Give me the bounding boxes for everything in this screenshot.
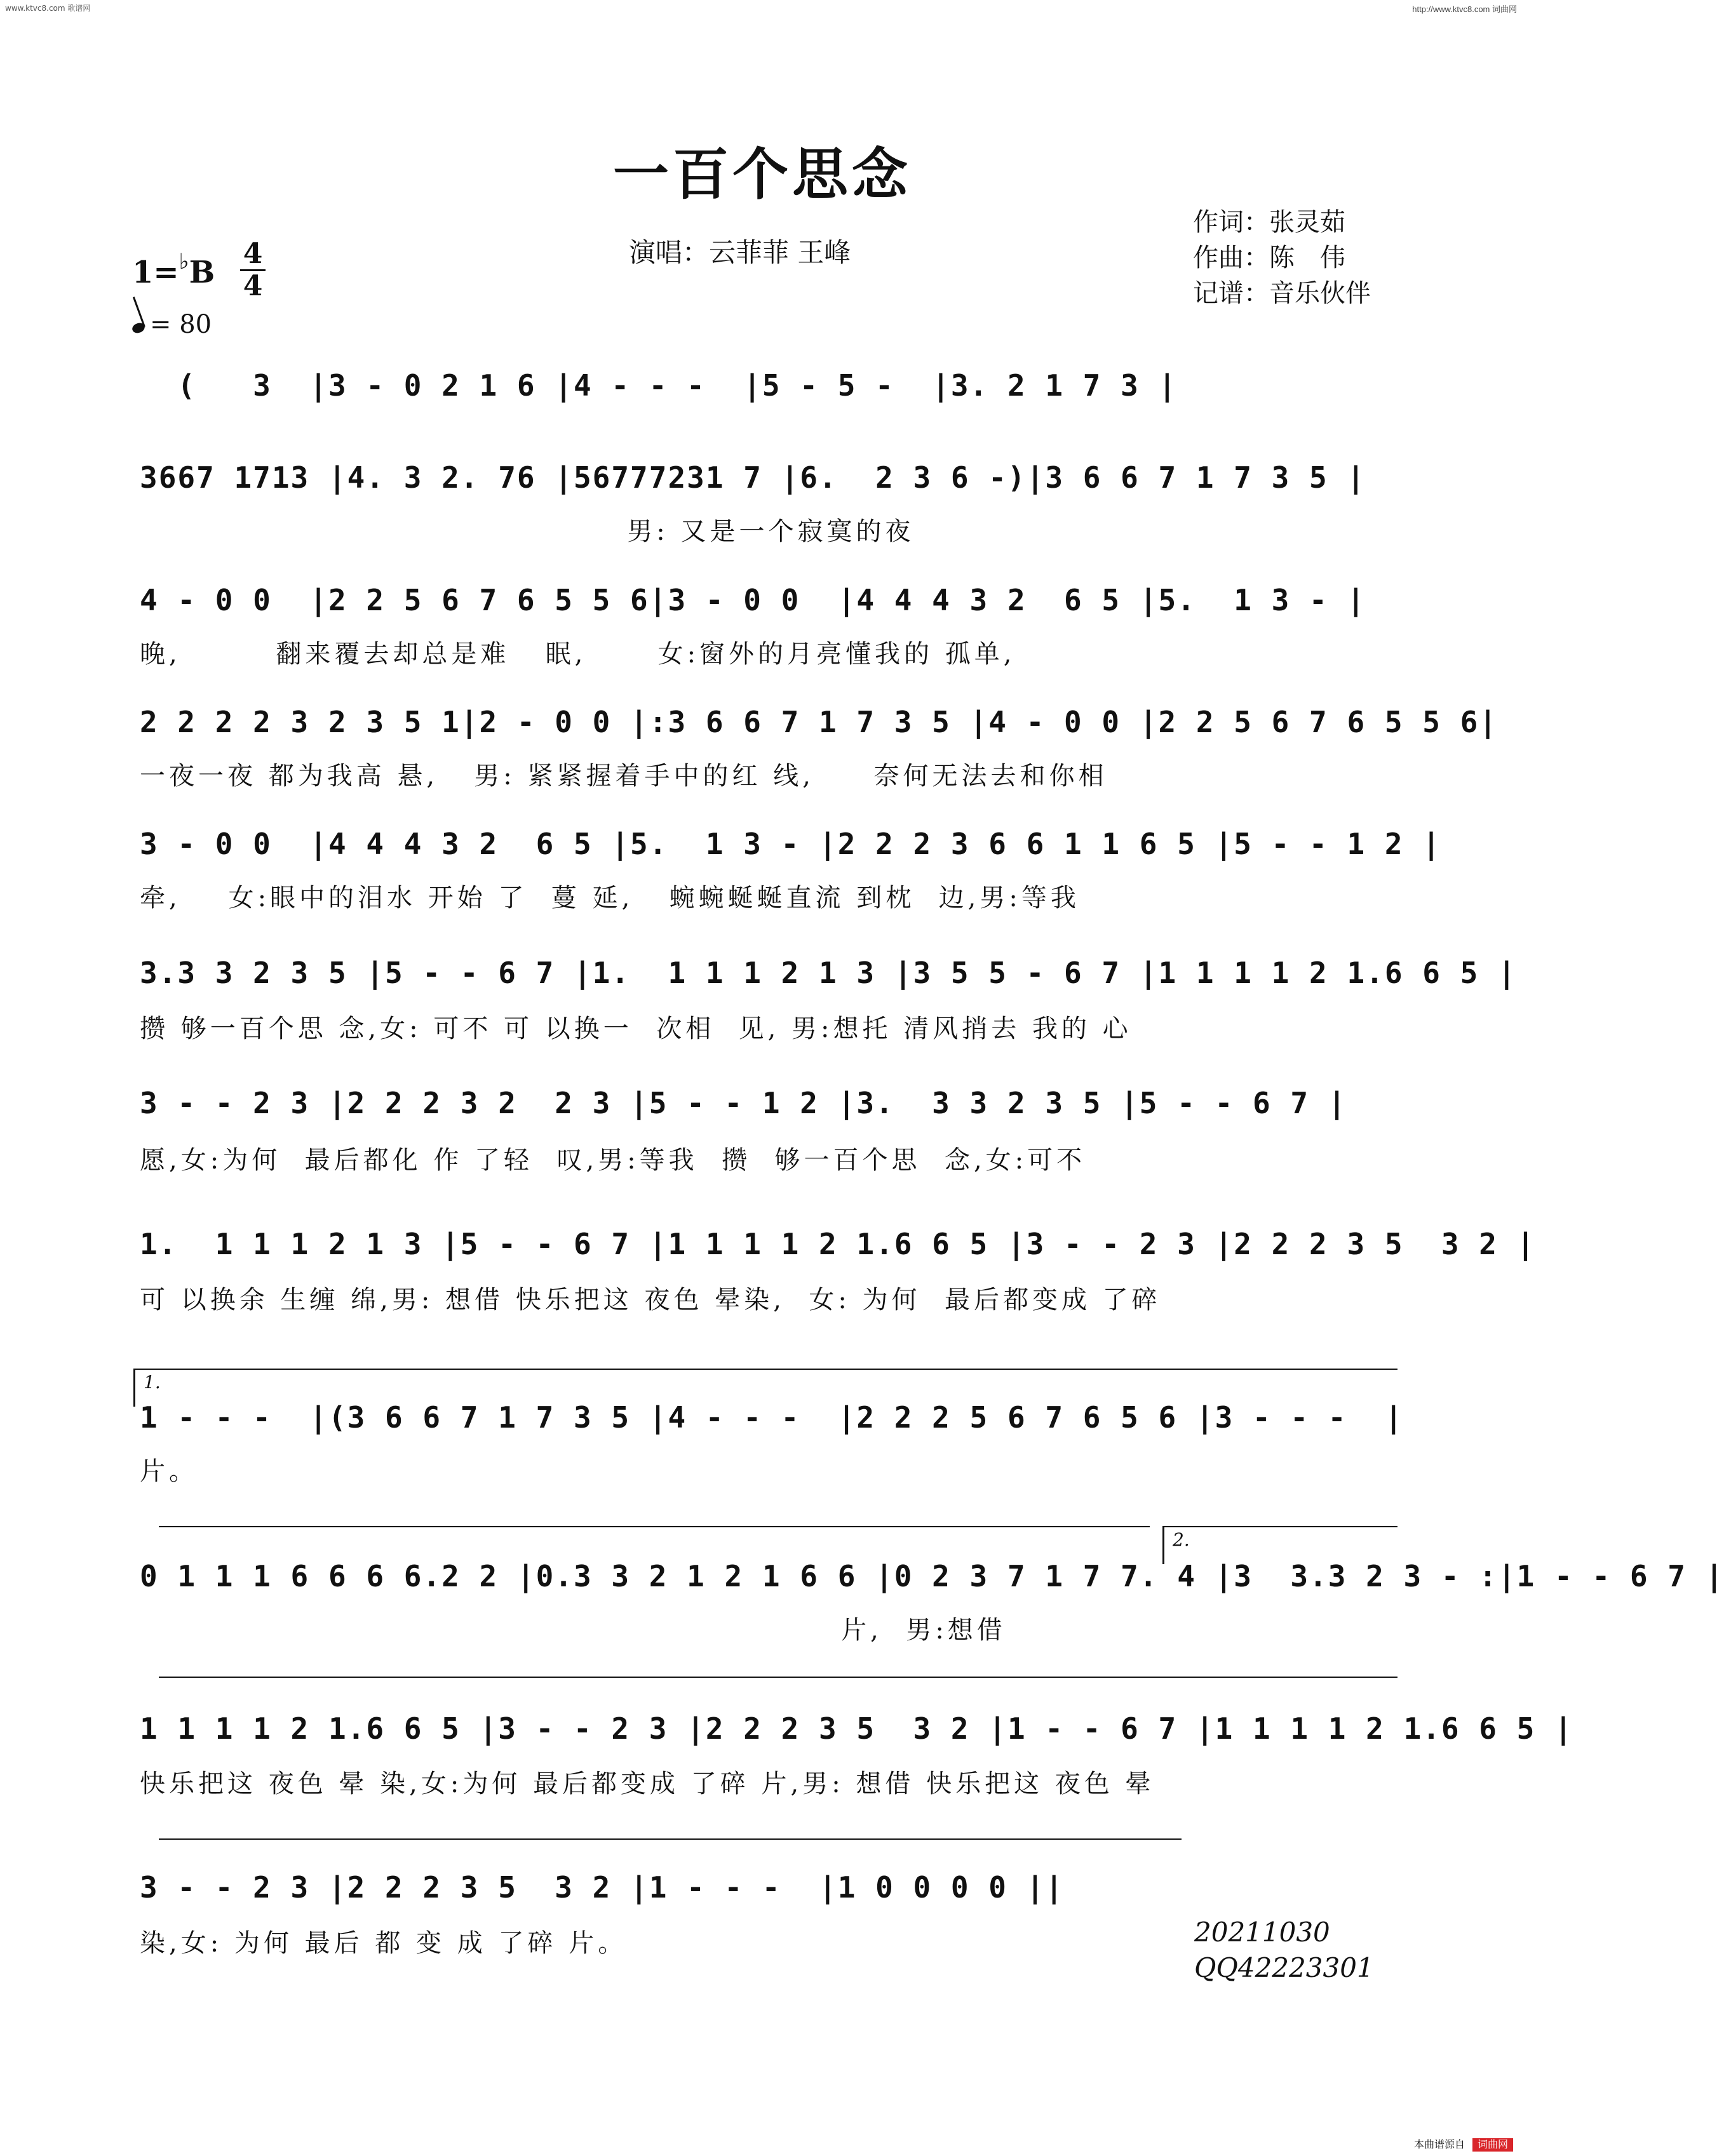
credits-block	[1193, 204, 1371, 311]
system-9-lyrics: 片。	[140, 1457, 198, 1486]
flat-sign: ♭	[178, 249, 189, 274]
system-4-notes: 2 2 2 2 3 2 3 5 1|2 - 0 0 |:3 6 6 7 1 7 3 5 |4 - 0 0 |2 2 5 6 7 6 5 5 6|	[140, 705, 1498, 739]
song-title: 一百个思念	[612, 141, 912, 207]
composer-credit: 作曲：陈 伟	[1193, 243, 1345, 272]
system-10-notes: 0 1 1 1 6 6 6 6.2 2 |0.3 3 2 1 2 1 6 6 |0 2 3 7 1 7 7. 4 |3 3.3 2 3 - :|1 - - 6 7 |	[140, 1559, 1724, 1593]
watermark-left: www.ktvc8.com 歌谱网	[5, 4, 91, 13]
system-7-notes: 3 - - 2 3 |2 2 2 3 2 2 3 |5 - - 1 2 |3. 3 3 2 3 5 |5 - - 6 7 |	[140, 1086, 1347, 1120]
system-12-notes: 3 - - 2 3 |2 2 2 3 5 3 2 |1 - - - |1 0 0 0 0 ||	[140, 1870, 1065, 1905]
system-5-lyrics: 牵, 女:眼中的泪水 开始 了 蔓 延, 蜿蜿蜒蜒直流 到枕 边,男:等我	[140, 883, 1080, 913]
system-6-notes: 3.3 3 2 3 5 |5 - - 6 7 |1. 1 1 1 2 1 3 |3 5 5 - 6 7 |1 1 1 1 2 1.6 6 5 |	[140, 956, 1517, 990]
time-bottom: 4	[243, 270, 263, 302]
footer-source: 本曲谱源自	[1413, 2139, 1465, 2150]
lyricist-credit: 作词：张灵茹	[1193, 208, 1345, 237]
footer-site-badge[interactable]: 词曲网	[1472, 2138, 1513, 2152]
system-11-notes: 1 1 1 1 2 1.6 6 5 |3 - - 2 3 |2 2 2 3 5 3 2 |1 - - 6 7 |1 1 1 1 2 1.6 6 5 |	[140, 1711, 1573, 1746]
system-3-notes: 4 - 0 0 |2 2 5 6 7 6 5 5 6|3 - 0 0 |4 4 4 3 2 6 5 |5. 1 3 - |	[140, 583, 1366, 617]
quarter-note-icon	[131, 321, 146, 335]
system-4-lyrics: 一夜一夜 都为我高 悬, 男: 紧紧握着手中的红 线, 奈何无法去和你相	[140, 761, 1108, 791]
singer-credit: 演唱：云菲菲 王峰	[629, 237, 851, 268]
tempo-mark	[132, 310, 212, 339]
time-signature	[240, 240, 266, 300]
key-signature	[132, 249, 215, 290]
key-letter: B	[189, 255, 215, 290]
tempo-value: = 80	[150, 310, 212, 339]
system-8-lyrics: 可 以换余 生缠 绵,男: 想借 快乐把这 夜色 晕染, 女: 为何 最后都变成 了碎	[140, 1285, 1161, 1315]
system-11-lyrics: 快乐把这 夜色 晕 染,女:为何 最后都变成 了碎 片,男: 想借 快乐把这 夜色 晕	[140, 1769, 1155, 1798]
footnote	[1194, 1915, 1374, 1986]
system-5-notes: 3 - 0 0 |4 4 4 3 2 6 5 |5. 1 3 - |2 2 2 3 6 6 1 1 6 5 |5 - - 1 2 |	[140, 827, 1441, 861]
key-prefix: 1=	[132, 255, 179, 290]
transcriber-qq: QQ42223301	[1194, 1952, 1374, 1983]
transcriber-credit: 记谱：音乐伙伴	[1193, 279, 1371, 308]
time-top: 4	[243, 238, 263, 270]
system-2-notes: 3667 1713 |4. 3 2. 76 |56777231 7 |6. 2 3 6 -)|3 6 6 7 1 7 3 5 |	[140, 460, 1366, 495]
system-2-lyrics: 男: 又是一个寂寞的夜	[140, 517, 915, 546]
transcription-date: 20211030	[1194, 1917, 1330, 1948]
system-10-lyrics: 片, 男:想借	[140, 1616, 1006, 1645]
watermark-right[interactable]: http://www.ktvc8.com 词曲网	[1412, 4, 1517, 14]
system-1-notes: ( 3 |3 - 0 2 1 6 |4 - - - |5 - 5 - |3. 2 1 7 3 |	[140, 368, 1178, 403]
system-9-notes: 1 - - - |(3 6 6 7 1 7 3 5 |4 - - - |2 2 2 5 6 7 6 5 6 |3 - - - |	[140, 1400, 1404, 1435]
volta-1-label: 1.	[144, 1372, 161, 1393]
volta-2-label: 2.	[1173, 1529, 1190, 1550]
system-7-lyrics: 愿,女:为何 最后都化 作 了轻 叹,男:等我 攒 够一百个思 念,女:可不	[140, 1146, 1086, 1175]
system-8-notes: 1. 1 1 1 2 1 3 |5 - - 6 7 |1 1 1 1 2 1.6 6 5 |3 - - 2 3 |2 2 2 3 5 3 2 |	[140, 1227, 1536, 1261]
system-12-lyrics: 染,女: 为何 最后 都 变 成 了碎 片。	[140, 1929, 628, 1958]
system-6-lyrics: 攒 够一百个思 念,女: 可不 可 以换一 次相 见, 男:想托 清风捎去 我的 心	[140, 1014, 1132, 1043]
footer-credit[interactable]	[1414, 2136, 1513, 2151]
system-3-lyrics: 晚, 翻来覆去却总是难 眠, 女:窗外的月亮懂我的 孤单,	[140, 639, 1016, 669]
